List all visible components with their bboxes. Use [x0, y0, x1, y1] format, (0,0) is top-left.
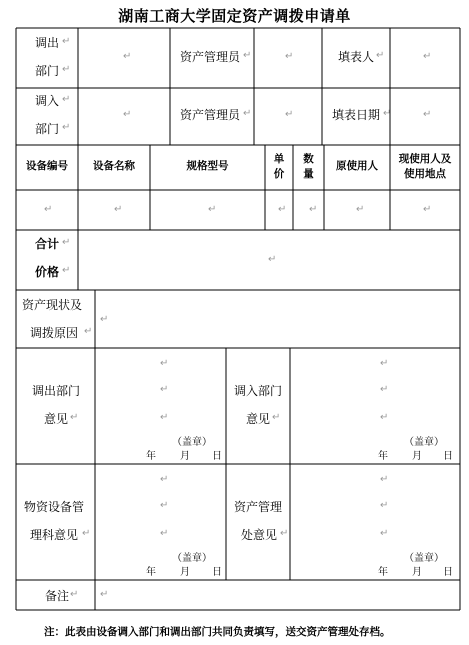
col-header-orig-user: 原使用人 — [336, 160, 378, 172]
asset-opinion-year: 年 — [378, 567, 388, 578]
in-opinion-year: 年 — [378, 451, 388, 462]
in-dept-label-2: 部门 — [35, 122, 60, 136]
cell-orig-user[interactable]: ↵ — [356, 204, 365, 215]
paragraph-mark: ↵ — [160, 412, 169, 423]
out-opinion-seal: （盖章） — [172, 437, 212, 448]
total-label-2: 价格 — [35, 265, 60, 279]
paragraph-mark: ↵ — [160, 500, 169, 511]
status-label-2: 调拨原因 — [30, 326, 79, 340]
in-dept-label-1: 调入 — [35, 94, 60, 108]
in-opinion-month: 月 — [412, 451, 422, 462]
paragraph-mark: ↵ — [380, 500, 389, 511]
paragraph-mark: ↵ — [380, 474, 389, 485]
asset-opinion-day: 日 — [443, 567, 453, 578]
paragraph-mark: ↵ — [62, 64, 71, 75]
paragraph-mark: ↵ — [82, 528, 91, 539]
paragraph-mark: ↵ — [160, 528, 169, 539]
out-opinion-day: 日 — [212, 451, 222, 462]
asset-opinion-label-2: 处意见 — [241, 528, 278, 542]
paragraph-mark: ↵ — [243, 108, 252, 119]
paragraph-mark: ↵ — [380, 528, 389, 539]
in-dept-value[interactable]: ↵ — [123, 109, 132, 120]
status-label-1: 资产现状及 — [22, 298, 83, 312]
asset-manager-label-2: 资产管理员 — [180, 108, 241, 122]
paragraph-mark: ↵ — [243, 50, 252, 61]
in-opinion-day: 日 — [443, 451, 453, 462]
material-opinion-year: 年 — [146, 567, 156, 578]
col-header-device-name: 设备名称 — [93, 160, 135, 172]
paragraph-mark: ↵ — [62, 36, 71, 47]
out-opinion-month: 月 — [180, 451, 190, 462]
filler-value[interactable]: ↵ — [423, 51, 432, 62]
total-value[interactable]: ↵ — [268, 254, 277, 265]
fill-date-value[interactable]: ↵ — [423, 109, 432, 120]
paragraph-mark: ↵ — [70, 412, 79, 423]
status-value[interactable]: ↵ — [100, 314, 109, 325]
col-header-device-no: 设备编号 — [26, 160, 68, 172]
paragraph-mark: ↵ — [380, 412, 389, 423]
paragraph-mark: ↵ — [272, 412, 281, 423]
material-opinion-label-2: 理科意见 — [30, 528, 79, 542]
in-opinion-seal: （盖章） — [404, 437, 444, 448]
col-header-price-1: 单 — [273, 153, 285, 165]
remark-value[interactable]: ↵ — [100, 589, 109, 600]
total-label-1: 合计 — [35, 237, 60, 251]
paragraph-mark: ↵ — [84, 326, 93, 337]
col-header-price-2: 价 — [273, 168, 285, 180]
asset-opinion-label-1: 资产管理 — [234, 500, 283, 514]
paragraph-mark: ↵ — [62, 237, 71, 248]
paragraph-mark: ↵ — [160, 358, 169, 369]
in-opinion-label-1: 调入部门 — [234, 384, 283, 398]
paragraph-mark: ↵ — [62, 94, 71, 105]
asset-opinion-seal: （盖章） — [404, 553, 444, 564]
out-dept-label-2: 部门 — [35, 64, 60, 78]
in-opinion-label-2: 意见 — [246, 412, 271, 426]
paragraph-mark: ↵ — [160, 384, 169, 395]
cell-qty[interactable]: ↵ — [309, 204, 318, 215]
cell-price[interactable]: ↵ — [278, 204, 287, 215]
footnote: 注：此表由设备调入部门和调出部门共同负责填写，送交资产管理处存档。 — [44, 626, 391, 638]
paragraph-mark: ↵ — [280, 528, 289, 539]
material-opinion-month: 月 — [180, 567, 190, 578]
out-dept-label-1: 调出 — [35, 36, 60, 50]
paragraph-mark: ↵ — [383, 108, 392, 119]
fill-date-label: 填表日期 — [332, 108, 381, 122]
out-opinion-label-2: 意见 — [44, 412, 69, 426]
cell-spec[interactable]: ↵ — [208, 204, 217, 215]
cell-device-name[interactable]: ↵ — [114, 204, 123, 215]
material-opinion-seal: （盖章） — [172, 553, 212, 564]
out-opinion-year: 年 — [146, 451, 156, 462]
out-dept-value[interactable]: ↵ — [123, 51, 132, 62]
paragraph-mark: ↵ — [62, 122, 71, 133]
paragraph-mark: ↵ — [160, 474, 169, 485]
cell-device-no[interactable]: ↵ — [44, 204, 53, 215]
form-title: 湖南工商大学固定资产调拨申请单 — [118, 7, 351, 25]
material-opinion-label-1: 物资设备管 — [24, 500, 85, 514]
cell-current-user[interactable]: ↵ — [423, 204, 432, 215]
asset-opinion-month: 月 — [412, 567, 422, 578]
out-opinion-label-1: 调出部门 — [32, 384, 81, 398]
asset-manager-label: 资产管理员 — [180, 50, 241, 64]
filler-label: 填表人 — [338, 50, 375, 64]
asset-manager-value[interactable]: ↵ — [285, 51, 294, 62]
col-header-qty-2: 量 — [303, 168, 314, 180]
paragraph-mark: ↵ — [70, 589, 79, 600]
material-opinion-day: 日 — [212, 567, 222, 578]
asset-manager-value-2[interactable]: ↵ — [285, 109, 294, 120]
remark-label: 备注 — [45, 589, 70, 603]
paragraph-mark: ↵ — [380, 384, 389, 395]
col-header-current-user-1: 现使用人及 — [398, 153, 452, 165]
paragraph-mark: ↵ — [376, 50, 385, 61]
paragraph-mark: ↵ — [380, 358, 389, 369]
col-header-qty-1: 数 — [303, 153, 314, 165]
col-header-spec: 规格型号 — [186, 160, 229, 172]
col-header-current-user-2: 使用地点 — [404, 168, 446, 180]
paragraph-mark: ↵ — [62, 265, 71, 276]
